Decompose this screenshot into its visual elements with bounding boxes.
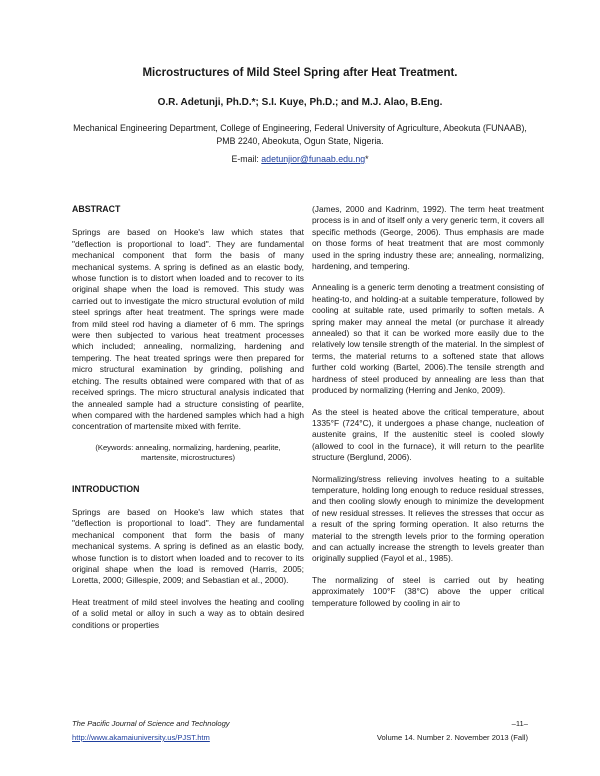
introduction-heading: INTRODUCTION	[72, 483, 140, 494]
intro-paragraph-1: Springs are based on Hooke's law which states that "deflection is proportional to load". They are fundamental mechanical component that form the basis of many mechanical systems. A spring is defined as an elastic body, whose function is to distort when loaded and to recover to its original shape when the load is removed (Harris, 2005; Loretta, 2000; Gillespie, 2009; and Sebastian et al., 2000).	[72, 506, 304, 586]
journal-url-link[interactable]: http://www.akamaiuniversity.us/PJST.htm	[72, 733, 210, 742]
email-marker: *	[365, 154, 369, 164]
right-paragraph-1: (James, 2000 and Kadrinm, 1992). The term heat treatment process is in and of itself only a very generic term, it covers all specific methods (George, 2006). Thus emphasis are made on those forms of heat treatment that are most commonly used in the spring industry these are; annealing, normalizing, hardening, and tempering.	[312, 204, 544, 272]
right-paragraph-4: Normalizing/stress relieving involves heating to a suitable temperature, holding long enough to reduce residual stresses, and then cooling slowly enough to minimize the development of new residual stresses. It relieves the stresses that occur as a result of the spring forming operation. It also returns the material to the strength levels prior to the forming operation and can actually increase the strength to levels greater than originally supplied (Fayol et al., 1985).	[312, 473, 544, 564]
left-column	[72, 204, 304, 641]
abstract-heading: ABSTRACT	[72, 204, 121, 214]
intro-paragraph-2: Heat treatment of mild steel involves the heating and cooling of a solid metal or alloy in such a way as to obtain desired conditions or properties	[72, 596, 304, 630]
email-line	[0, 154, 600, 164]
email-link[interactable]: adetunjior@funaab.edu.ng	[261, 154, 366, 164]
right-paragraph-3: As the steel is heated above the critical temperature, about 1335°F (724°C), it undergoes a phase change, nucleation of austenite grains, If the austenitic steel is cooled slowly (allowed to cool in the furnace), it will return to the pearlite structure (Berglund, 2006).	[312, 406, 544, 463]
right-paragraph-2: Annealing is a generic term denoting a treatment consisting of heating-to, and holding-at a suitable temperature, followed by cooling at suitable rate, used primarily to soften metals. A spring maker may anneal the metal (or purchase it already annealed) so that it can be worked more easily due to the relatively low tensile strength of the material. In the simplest of terms, the material returns to a softened state that allows further cold working (Bartel, 2006).The tensile strength and hardness of steel produced by annealing are less than that produced by normalizing (Herring and Jenko, 2009).	[312, 282, 544, 396]
email-label: E-mail:	[231, 154, 259, 164]
keywords: (Keywords: annealing, normalizing, hardening, pearlite, martensite, microstructures)	[95, 442, 281, 463]
right-paragraph-5: The normalizing of steel is carried out by heating approximately 100°F (38°C) above the upper critical temperature followed by cooling in air to	[312, 574, 544, 608]
paper-title: Microstructures of Mild Steel Spring after Heat Treatment.	[142, 67, 458, 79]
affiliation: Mechanical Engineering Department, College of Engineering, Federal University of Agriculture, Abeokuta (FUNAAB), PMB 2240, Abeokuta, Ogun State, Nigeria.	[73, 123, 527, 146]
page-number: –11–	[511, 719, 528, 728]
right-column	[312, 204, 544, 619]
journal-name: The Pacific Journal of Science and Technology	[72, 719, 230, 728]
volume-info: Volume 14. Number 2. November 2013 (Fall)	[376, 733, 528, 742]
author-list: O.R. Adetunji, Ph.D.*; S.I. Kuye, Ph.D.; and M.J. Alao, B.Eng.	[157, 97, 443, 108]
abstract-text: Springs are based on Hooke's law which states that "deflection is proportional to load". They are fundamental mechanical component that form the basis of many mechanical systems. A spring is defined as an elastic body, whose function is to distort when loaded and to recover to its original shape when the load is removed. This study was carried out to investigate the micro structural evolution of mild steel springs after heat treatment. The springs were made from mild steel rod having a diameter of 6 mm. The springs were then subjected to various heat treatment processes which included; annealing, normalizing, hardening and tempering. The heat treated springs were then prepared for micro structural examination by grinding, polishing and etching. The results obtained were compared with that of as received springs. The micro structural analysis indicated that the annealed sample had a structure consisting of pearlite, when compared with the hardened samples which had a high concentration of martensite mixed with ferrite.	[72, 227, 304, 432]
